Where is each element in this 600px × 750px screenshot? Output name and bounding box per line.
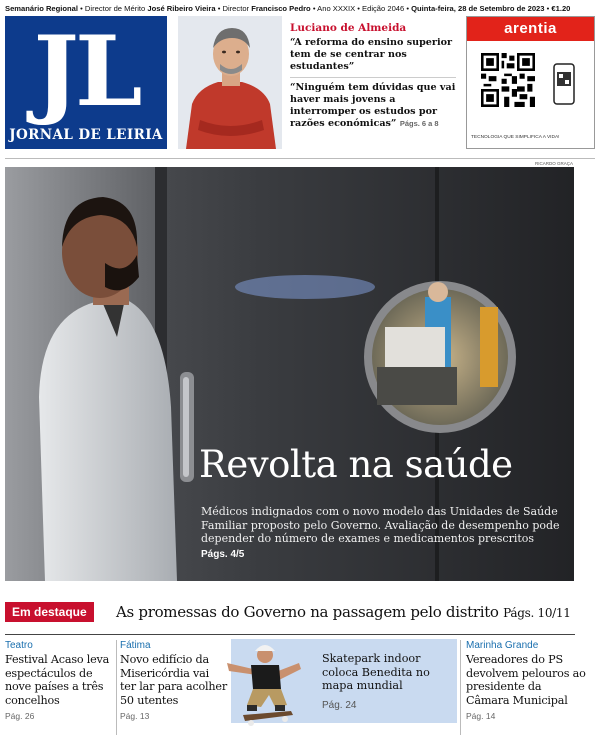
lead-photo[interactable] — [5, 167, 574, 581]
ad-tagline: TECNOLOGIA QUE SIMPLIFICA A VIDA! — [471, 135, 560, 140]
photo-credit: RICARDO GRAÇA — [534, 161, 573, 166]
highlight-headline — [116, 601, 571, 624]
brief-page: Pág. 13 — [120, 711, 150, 721]
interviewee-portrait — [178, 16, 282, 149]
lead-deck — [201, 505, 571, 561]
lead-deck-text: Médicos indignados com o novo modelo das Unidades de Saúde Familiar proposto pelo Governo. Avaliação de desempenho pode depender do número de exames e medicamentos prescritos — [201, 505, 560, 545]
brief-skatepark[interactable] — [231, 639, 457, 723]
lead-pages: Págs. 4/5 — [201, 548, 245, 560]
masthead-director-merit: José Ribeiro Vieira — [147, 4, 216, 13]
masthead-sep: • — [544, 4, 552, 13]
brief-page: Pág. 26 — [5, 711, 35, 721]
brief-headline: Vereadores do PS devolvem pelouros ao presidente da Câmara Municipal — [466, 653, 586, 707]
interview-quote-2-text: “Ninguém tem dúvidas que vai haver mais jovens a interromper os estudos por razões económicas” — [290, 82, 456, 129]
masthead-info — [5, 2, 570, 15]
masthead-edition: • Ano XXXIX • Edição 2046 • — [310, 4, 412, 13]
lead-headline[interactable]: Revolta na saúde — [199, 443, 513, 486]
masthead-tagline: Semanário Regional — [5, 4, 79, 13]
brief-marinha-grande[interactable] — [466, 640, 586, 721]
phone-icon — [553, 63, 575, 105]
highlight-text: As promessas do Governo na passagem pelo distrito — [116, 603, 499, 621]
brief-headline: Skatepark indoor coloca Benedita no mapa mundial — [322, 652, 430, 692]
interview-pages: Págs. 6 a 8 — [399, 119, 439, 128]
divider — [290, 77, 456, 78]
interview-quote-2 — [290, 82, 456, 130]
brief-fatima[interactable] — [120, 640, 228, 721]
interviewee-name: Luciano de Almeida — [290, 22, 407, 34]
interview-teaser[interactable] — [178, 16, 456, 149]
skateboarder-illustration — [217, 635, 317, 731]
newspaper-logo[interactable] — [5, 16, 167, 149]
qr-code-icon — [481, 53, 535, 107]
masthead-sep: • Director — [215, 4, 252, 13]
highlight-badge: Em destaque — [5, 602, 94, 622]
divider — [116, 640, 117, 735]
highlight-pages: Págs. 10/11 — [503, 606, 571, 620]
divider — [460, 640, 461, 735]
logo-name: JORNAL DE LEIRIA — [9, 127, 163, 143]
brief-page: Pág. 14 — [466, 711, 496, 721]
masthead-sep: • Director de Mérito — [78, 4, 148, 13]
interview-text — [290, 22, 456, 134]
brief-headline: Festival Acaso leva espectáculos de nove países a três concelhos — [5, 653, 110, 707]
brief-section: Teatro — [5, 640, 33, 651]
masthead-price: €1.20 — [551, 4, 571, 13]
advertisement[interactable] — [466, 16, 595, 149]
interview-quote-1: “A reforma do ensino superior tem de se centrar nos estudantes” — [290, 37, 453, 72]
highlight-bar[interactable] — [5, 601, 595, 627]
brief-section: Marinha Grande — [466, 640, 539, 651]
logo-initials: JL — [33, 15, 139, 128]
masthead-director: Francisco Pedro — [251, 4, 311, 13]
brief-headline: Novo edifício da Misericórdia vai ter lar para acolher 50 utentes — [120, 653, 228, 707]
brief-page: Pág. 24 — [322, 700, 357, 711]
masthead-strip — [5, 2, 595, 15]
masthead-date: Quinta-feira, 28 de Setembro de 2023 — [411, 4, 545, 13]
brief-teatro[interactable] — [5, 640, 113, 721]
ad-brand: arentia — [467, 17, 594, 41]
divider — [5, 158, 595, 159]
brief-section: Fátima — [120, 640, 151, 651]
